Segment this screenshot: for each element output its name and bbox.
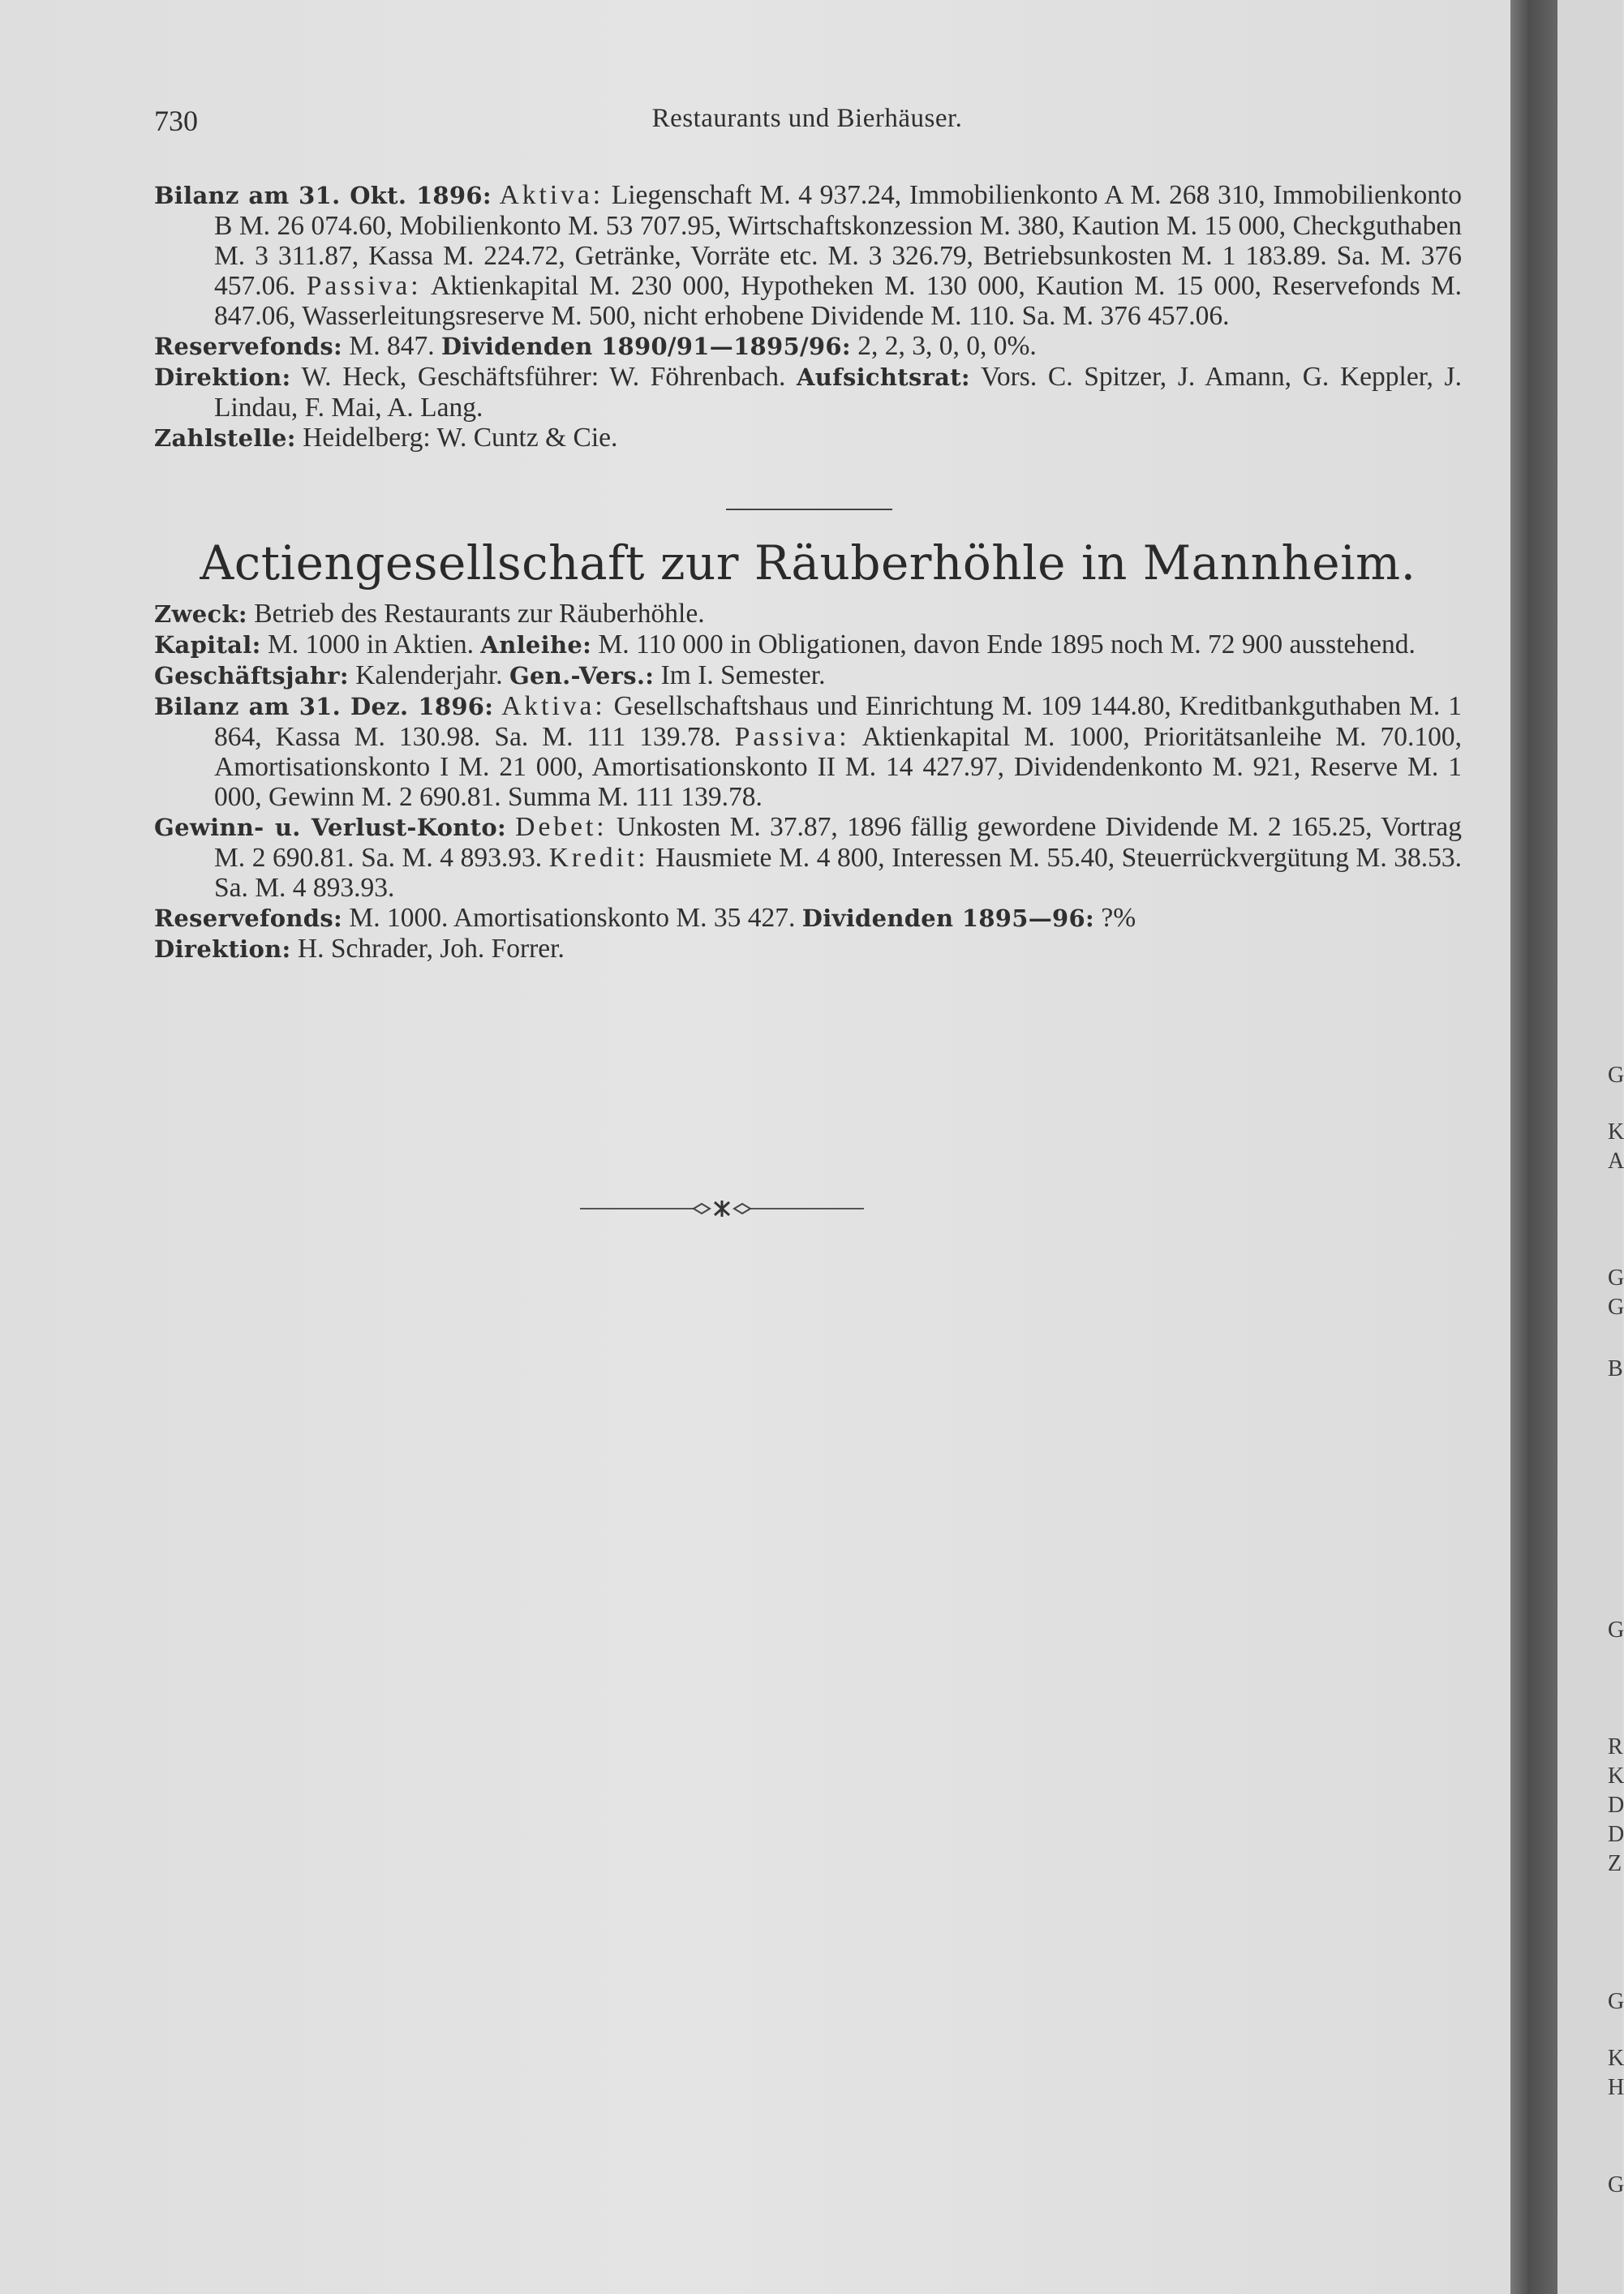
guv-kredit-text: Hausmiete M. 4 800, Interessen M. 55.40, Steuerrückvergütung M. 38.53. Sa. M. 4 893.93. bbox=[214, 843, 1463, 903]
guv-section bbox=[154, 812, 1462, 903]
adjacent-fragment: G bbox=[1608, 1989, 1624, 2014]
guv-debet-text: Unkosten M. 37.87, 1896 fällig gewordene Dividende M. 2 165.25, Vortrag M. 2 690.81. Sa. M. 4 893.93. bbox=[214, 812, 1462, 873]
aufsichtsrat-text: Vors. C. Spitzer, J. Amann, G. Keppler, J. Lindau, F. Mai, A. Lang. bbox=[214, 362, 1462, 423]
bilanz-passiva-text: Aktienkapital M. 230 000, Hypotheken M. 130 000, Kaution M. 15 000, Reservefonds M. 847.06, Wasserleitungsreserve M. 500, nicht erhobene Dividende M. 110. Sa. M. 376 457.06. bbox=[214, 271, 1463, 331]
direktion-label: Direktion: bbox=[154, 363, 291, 391]
zweck-section bbox=[154, 599, 1462, 629]
anleihe-label: Anleihe: bbox=[480, 631, 592, 659]
adjacent-fragment: K bbox=[1608, 1763, 1624, 1789]
first-company-entry bbox=[154, 180, 1462, 453]
adjacent-fragment: G bbox=[1608, 1063, 1624, 1088]
geschaeftsjahr-section bbox=[154, 660, 1462, 691]
page-header bbox=[154, 104, 1460, 144]
reservefonds-label: Reservefonds: bbox=[154, 333, 343, 360]
book-gutter bbox=[1510, 0, 1557, 2294]
zahlstelle-label: Zahlstelle: bbox=[154, 424, 296, 452]
adjacent-fragment: D bbox=[1608, 1822, 1624, 1847]
direktion-label-2: Direktion: bbox=[154, 935, 291, 963]
direktion-section-2 bbox=[154, 934, 1462, 964]
zahlstelle-text: Heidelberg: W. Cuntz & Cie. bbox=[303, 423, 618, 453]
adjacent-fragment: K bbox=[1608, 1119, 1624, 1145]
company-title: Actiengesellschaft zur Räuberhöhle in Mannheim. bbox=[200, 535, 1416, 591]
section-divider bbox=[726, 509, 892, 510]
anleihe-text: M. 110 000 in Obligationen, davon Ende 1895 noch M. 72 900 ausstehend. bbox=[598, 629, 1416, 659]
end-ornament-icon bbox=[580, 1192, 864, 1225]
genvers-text: Im I. Semester. bbox=[660, 660, 826, 690]
second-company-entry bbox=[154, 599, 1462, 964]
adjacent-fragment: H bbox=[1608, 2075, 1624, 2100]
kredit-label: Kredit: bbox=[548, 843, 649, 873]
direktion-text: W. Heck, Geschäftsführer: W. Föhrenbach. bbox=[301, 362, 786, 392]
adjacent-fragment: B bbox=[1608, 1356, 1623, 1381]
dividenden-text-2: ?% bbox=[1101, 903, 1136, 933]
bilanz-section bbox=[154, 180, 1462, 331]
aktiva-label-2: Aktiva: bbox=[501, 691, 606, 721]
passiva-label: Passiva: bbox=[306, 271, 422, 301]
aktiva-label: Aktiva: bbox=[499, 180, 604, 210]
bilanz-label: Bilanz am 31. Okt. 1896: bbox=[154, 182, 492, 209]
geschaeftsjahr-text: Kalenderjahr. bbox=[355, 660, 503, 690]
geschaeftsjahr-label: Geschäftsjahr: bbox=[154, 662, 349, 689]
guv-label: Gewinn- u. Verlust-Konto: bbox=[154, 814, 506, 841]
bilanz-aktiva-text-2: Gesellschaftshaus und Einrichtung M. 109 144.80, Kreditbankguthaben M. 1 864, Kassa M. 130.98. Sa. M. 111 139.78. bbox=[214, 691, 1463, 752]
dividenden-label-2: Dividenden 1895—96: bbox=[801, 904, 1095, 932]
bilanz-passiva-text-2: Aktienkapital M. 1000, Prioritätsanleihe M. 70.100, Amortisationskonto I M. 21 000, Amortisationskonto II M. 14 427.97, Dividendenkonto M. 921, Reserve M. 1 000, Gewinn M. 2 690.81. Summa M. 111 139.78. bbox=[214, 722, 1463, 812]
direktion-text-2: H. Schrader, Joh. Forrer. bbox=[297, 934, 565, 964]
dividenden-text: 2, 2, 3, 0, 0, 0%. bbox=[857, 331, 1037, 361]
adjacent-fragment: G bbox=[1608, 1295, 1624, 1320]
debet-label: Debet: bbox=[515, 812, 608, 842]
direktion-section bbox=[154, 362, 1462, 423]
adjacent-fragment: G bbox=[1608, 1617, 1624, 1643]
kapital-label: Kapital: bbox=[154, 631, 261, 659]
zahlstelle-section bbox=[154, 423, 1462, 453]
adjacent-fragment: A bbox=[1608, 1149, 1624, 1174]
zweck-text: Betrieb des Restaurants zur Räuberhöhle. bbox=[254, 599, 705, 629]
adjacent-fragment: Z bbox=[1608, 1851, 1622, 1876]
adjacent-fragment: K bbox=[1608, 2046, 1624, 2071]
running-head: Restaurants und Bierhäuser. bbox=[651, 104, 963, 133]
kapital-section bbox=[154, 629, 1462, 660]
passiva-label-2: Passiva: bbox=[734, 722, 850, 752]
reservefonds-label-2: Reservefonds: bbox=[154, 904, 343, 932]
dividenden-label: Dividenden 1890/91—1895/96: bbox=[440, 333, 851, 360]
adjacent-fragment: R bbox=[1608, 1734, 1623, 1759]
reservefonds-section bbox=[154, 331, 1462, 362]
reservefonds-text: M. 847. bbox=[349, 331, 435, 361]
bilanz-aktiva-text: Liegenschaft M. 4 937.24, Immobilienkonto A M. 268 310, Immobilienkonto B M. 26 074.60, Mobilienkonto M. 53 707.95, Wirtschaftskonzession M. 380, Kaution M. 15 000, Checkguthaben M. 3 311.87, Kassa M. 224.72, Getränke, Vorräte etc. M. 3 326.79, Betriebsunkosten M. 1 183.89. Sa. M. 376 457.06. bbox=[214, 180, 1463, 301]
zweck-label: Zweck: bbox=[154, 600, 247, 628]
bilanz-label-2: Bilanz am 31. Dez. 1896: bbox=[154, 693, 494, 720]
adjacent-page-edge bbox=[1557, 0, 1622, 2294]
adjacent-fragment: D bbox=[1608, 1793, 1624, 1818]
adjacent-fragment: G bbox=[1608, 2172, 1624, 2197]
bilanz-section-2 bbox=[154, 691, 1462, 812]
page-number: 730 bbox=[154, 105, 198, 137]
adjacent-fragment: G bbox=[1608, 1265, 1624, 1291]
reservefonds-section-2 bbox=[154, 903, 1462, 934]
kapital-text: M. 1000 in Aktien. bbox=[267, 629, 475, 659]
reservefonds-text-2: M. 1000. Amortisationskonto M. 35 427. bbox=[349, 903, 796, 933]
aufsichtsrat-label: Aufsichtsrat: bbox=[797, 363, 970, 391]
genvers-label: Gen.-Vers.: bbox=[509, 662, 655, 689]
